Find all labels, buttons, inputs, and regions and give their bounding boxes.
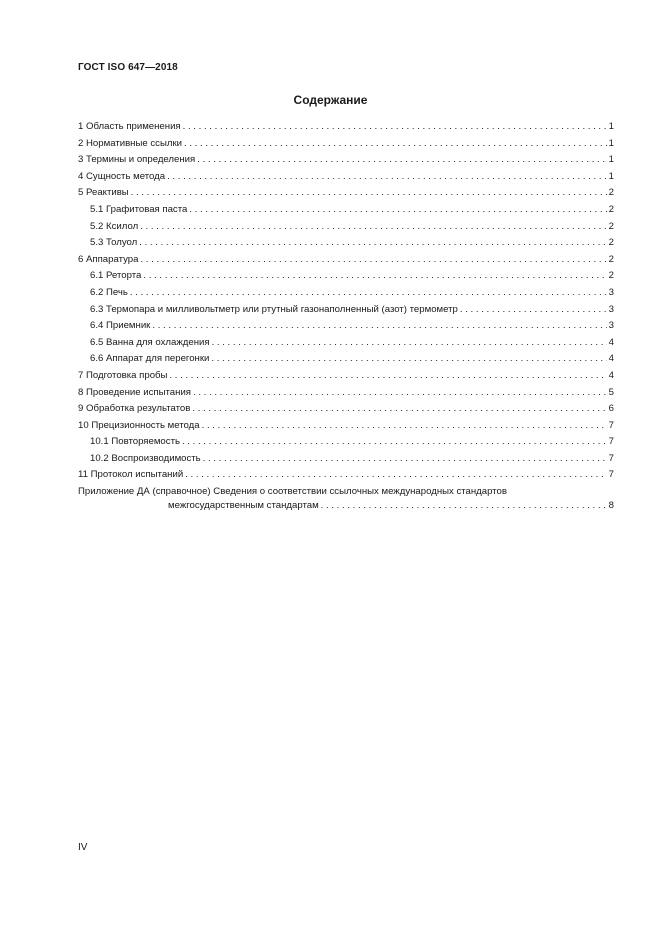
toc-entry-page: 6 xyxy=(608,403,614,415)
toc-entry-page: 2 xyxy=(608,220,614,232)
toc-dot-leader xyxy=(143,268,606,285)
toc-entry-page: 4 xyxy=(608,336,614,348)
toc-entry-page: 2 xyxy=(608,253,614,265)
toc-entry[interactable] xyxy=(78,219,614,236)
toc-entry[interactable] xyxy=(78,119,614,136)
toc-entry-label: 6.1 Реторта xyxy=(90,270,142,282)
toc-entry[interactable] xyxy=(78,418,614,435)
toc-dot-leader xyxy=(192,401,606,418)
toc-entry[interactable] xyxy=(78,136,614,153)
toc-entry-label: 6 Аппаратура xyxy=(78,253,139,265)
toc-entry[interactable] xyxy=(78,351,614,368)
toc-dot-leader xyxy=(193,385,607,402)
toc-entry[interactable] xyxy=(78,185,614,202)
toc-entry-label: 5 Реактивы xyxy=(78,187,129,199)
toc-entry-label: 10.1 Повторяемость xyxy=(90,436,180,448)
toc-entry-label: 6.6 Аппарат для перегонки xyxy=(90,353,210,365)
toc-entry-label: 2 Нормативные ссылки xyxy=(78,137,183,149)
toc-entry[interactable] xyxy=(78,467,614,484)
toc-entry[interactable] xyxy=(78,235,614,252)
toc-entry-page: 7 xyxy=(608,419,614,431)
toc-entry-page: 2 xyxy=(608,270,614,282)
toc-dot-leader xyxy=(139,235,606,252)
toc-entry-label: 5.3 Толуол xyxy=(90,237,138,249)
toc-dot-leader xyxy=(131,185,607,202)
toc-entry-label: 4 Сущность метода xyxy=(78,170,166,182)
toc-dot-leader xyxy=(197,152,606,169)
document-standard-code: ГОСТ ISO 647—2018 xyxy=(78,62,178,73)
toc-entry-label: 3 Термины и определения xyxy=(78,154,196,166)
toc-entry-page: 5 xyxy=(608,386,614,398)
toc-dot-leader xyxy=(184,136,607,153)
toc-entry-page: 8 xyxy=(608,499,614,511)
toc-dot-leader xyxy=(189,202,606,219)
toc-entry-page: 7 xyxy=(608,469,614,481)
toc-entry-page: 1 xyxy=(608,121,614,132)
toc-entry[interactable] xyxy=(78,285,614,302)
toc-entry-label: 10 Прецизионность метода xyxy=(78,419,200,431)
toc-entry[interactable] xyxy=(78,318,614,335)
toc-entry-page: 3 xyxy=(608,320,614,332)
toc-entry-label: 5.1 Графитовая паста xyxy=(90,203,188,215)
page-number: IV xyxy=(78,842,88,853)
toc-entry[interactable] xyxy=(78,335,614,352)
toc-entry-page: 7 xyxy=(608,436,614,448)
toc-entry-page: 2 xyxy=(608,187,614,199)
toc-dot-leader xyxy=(182,434,607,451)
toc-entry[interactable] xyxy=(78,268,614,285)
toc-dot-leader xyxy=(211,351,606,368)
toc-dot-leader xyxy=(130,285,607,302)
toc-entry[interactable] xyxy=(78,202,614,219)
toc-entry-page: 1 xyxy=(608,137,614,149)
toc-appendix-entry[interactable] xyxy=(78,485,614,512)
toc-dot-leader xyxy=(460,302,607,319)
toc-dot-leader xyxy=(321,499,607,513)
toc-entry-page: 3 xyxy=(608,286,614,298)
toc-appendix-subtitle-row xyxy=(78,499,614,513)
toc-dot-leader xyxy=(185,467,606,484)
toc-dot-leader xyxy=(167,169,607,186)
toc-appendix-subtitle: межгосударственным стандартам xyxy=(168,499,319,511)
toc-entry[interactable] xyxy=(78,368,614,385)
toc-entry-label: 8 Проведение испытания xyxy=(78,386,191,398)
toc-entry-page: 1 xyxy=(608,170,614,182)
toc-dot-leader xyxy=(152,318,606,335)
toc-title: Содержание xyxy=(293,93,368,107)
toc-entry[interactable] xyxy=(78,252,614,269)
toc-appendix-title: Приложение ДА (справочное) Сведения о соответствии ссылочных международных стандартов xyxy=(78,486,507,498)
toc-entry-page: 2 xyxy=(608,203,614,215)
toc-entry-label: 10.2 Воспроизводимость xyxy=(90,452,201,464)
toc-dot-leader xyxy=(169,368,606,385)
toc-entry[interactable] xyxy=(78,385,614,402)
toc-entry-label: 1 Область применения xyxy=(78,121,181,132)
toc-entry-label: 5.2 Ксилол xyxy=(90,220,139,232)
toc-entry[interactable] xyxy=(78,401,614,418)
table-of-contents xyxy=(78,119,614,512)
toc-entry[interactable] xyxy=(78,152,614,169)
toc-entry-label: 6.5 Ванна для охлаждения xyxy=(90,336,210,348)
toc-entry-label: 7 Подготовка пробы xyxy=(78,369,168,381)
toc-entry-label: 11 Протокол испытаний xyxy=(78,469,184,481)
toc-entry-page: 1 xyxy=(608,154,614,166)
toc-entry-page: 4 xyxy=(608,369,614,381)
toc-dot-leader xyxy=(203,451,607,468)
toc-entry[interactable] xyxy=(78,169,614,186)
toc-dot-leader xyxy=(140,219,606,236)
toc-entry-label: 6.3 Термопара и милливольтметр или ртутный газонаполненный (азот) термометр xyxy=(90,303,458,315)
toc-entry-label: 6.2 Печь xyxy=(90,286,128,298)
toc-entry-label: 6.4 Приемник xyxy=(90,320,151,332)
toc-entry-page: 4 xyxy=(608,353,614,365)
toc-entry-page: 3 xyxy=(608,303,614,315)
toc-entry-page: 7 xyxy=(608,452,614,464)
toc-dot-leader xyxy=(140,252,606,269)
toc-entry-page: 2 xyxy=(608,237,614,249)
toc-entry-label: 9 Обработка результатов xyxy=(78,403,191,415)
toc-dot-leader xyxy=(202,418,607,435)
toc-entry[interactable] xyxy=(78,451,614,468)
toc-entry[interactable] xyxy=(78,302,614,319)
toc-dot-leader xyxy=(183,119,607,136)
toc-entry[interactable] xyxy=(78,434,614,451)
toc-dot-leader xyxy=(212,335,607,352)
